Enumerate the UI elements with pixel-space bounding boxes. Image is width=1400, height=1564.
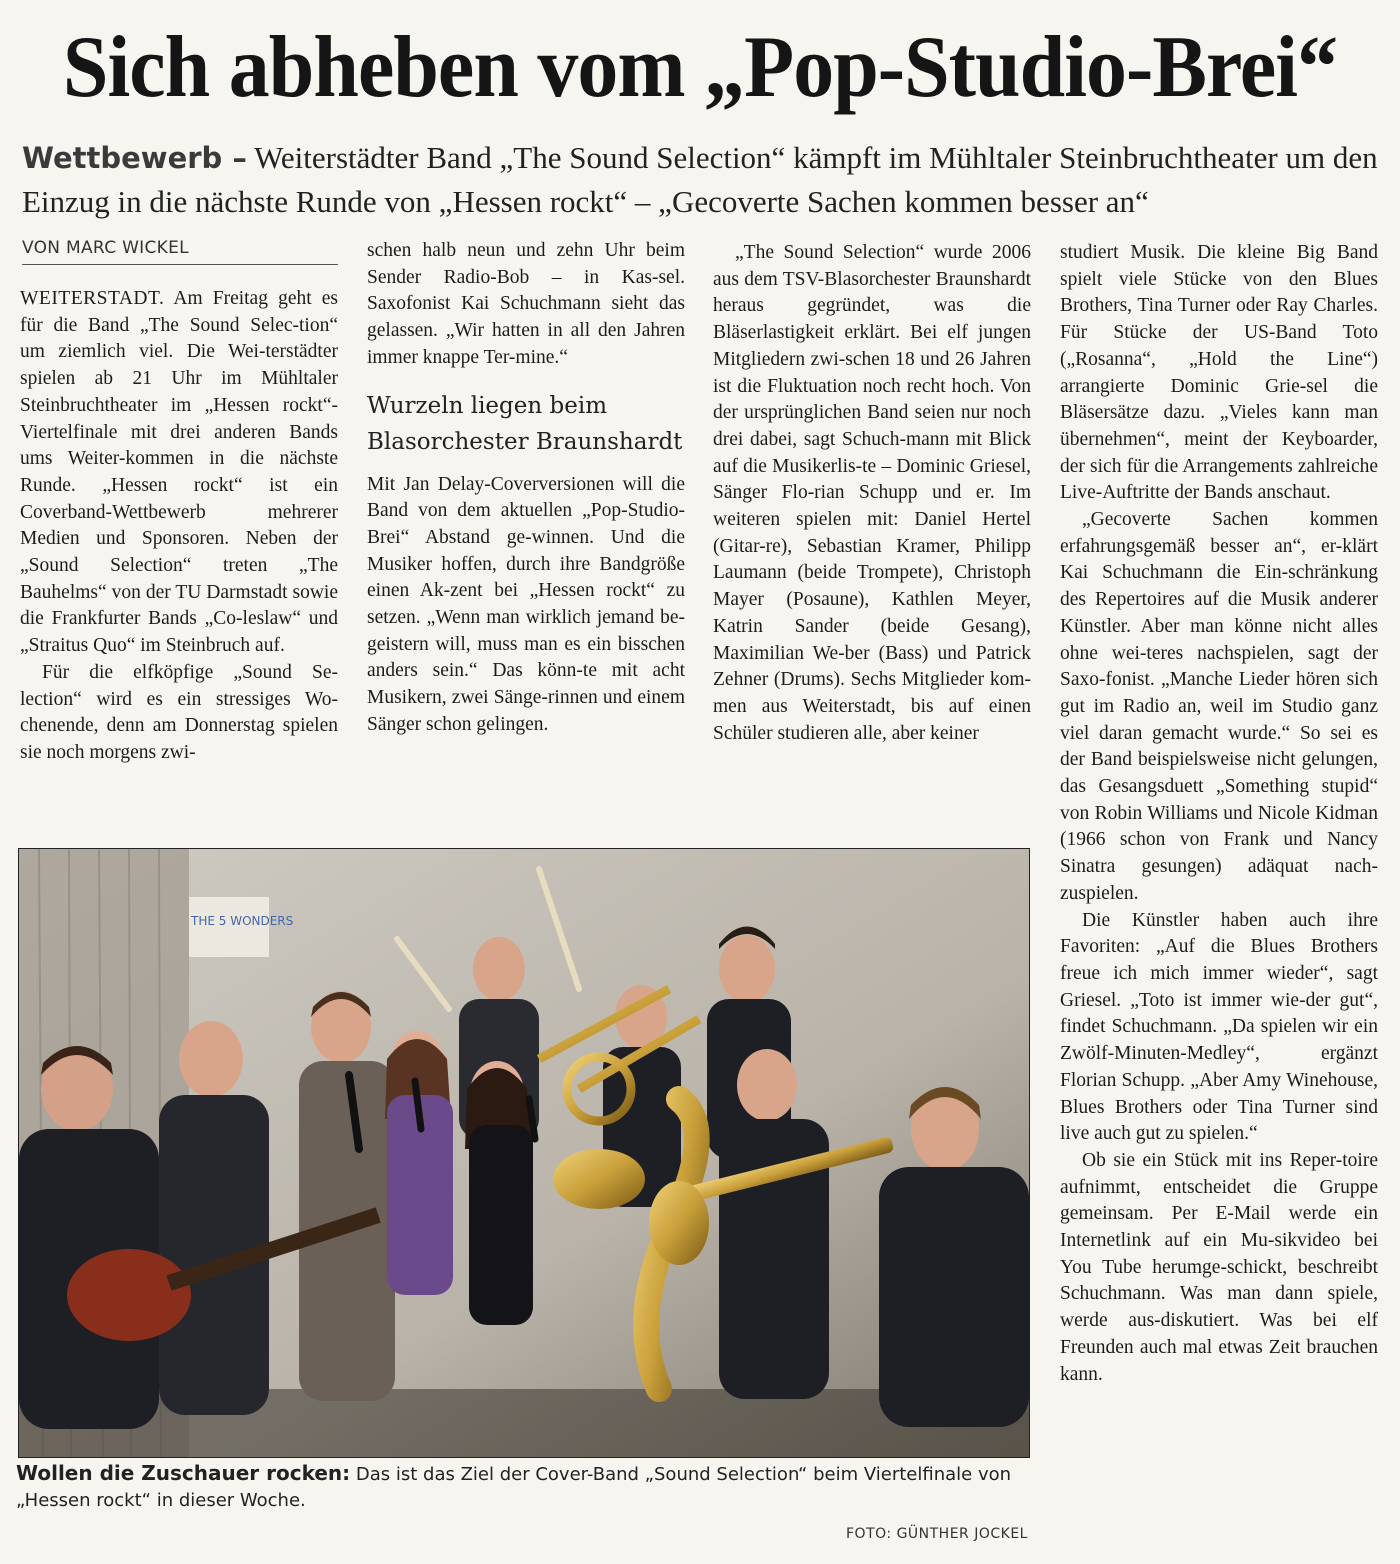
paragraph-text: Am Freitag geht es für die Band „The Sound Selec-tion“ um ziemlich viel. Die Wei-terstädter spielen ab 21 Uhr im Mühltaler Steinbruchtheater im „Hessen rockt“-Viertelfinale mit drei anderen Bands ums Weiter-kommen in die nächste Runde. „Hessen rockt“ ist ein Coverband-Wettbewerb mehrerer Medien und Sponsoren. Neben der „Sound Selection“ treten „The Bauhelms“ von der TU Darmstadt sowie die Frankfurter Bands „Co-leslaw“ und „Straitus Quo“ im Steinbruch auf. [20,288,338,657]
band-photo-illustration [19,849,1029,1457]
caption-text: Das ist das Ziel der Cover-Band „Sound Selection“ beim Viertelfinale von „Hessen rockt“ in dieser Woche. [16,1464,1012,1511]
article-column-3 [713,240,1031,747]
band-photo [18,848,1030,1458]
paragraph: Die Künstler haben auch ihre Favoriten: „Auf die Blues Brothers freue ich mich immer wieder“, sagt Griesel. „Toto ist immer wie-der gut“, findet Schuchmann. „Da spielen wir ein Zwölf-Minuten-Medley“, ergänzt Florian Schupp. „Aber Amy Winehouse, Blues Brothers oder Tina Turner sind live auch gut zu spielen.“ [1060,909,1378,1145]
photo-credit: FOTO: GÜNTHER JOCKEL [846,1526,1028,1542]
section-subtitle: Wurzeln liegen beim Blasorchester Braunshardt [367,392,683,455]
paragraph: Mit Jan Delay-Coverversionen will die Band von dem aktuellen „Pop-Studio-Brei“ Abstand ge-winnen. Und die Musiker hoffen, durch ihre Bandgröße einen Ak-zent bei „Hessen rockt“ zu setzen. „Wenn man wirklich jemand be-geistern will, muss man es ein bisschen anders sein.“ Das könn-te mit acht Musikern, zwei Sänge-rinnen und einem Sänger schon gelingen. [367,473,685,735]
paragraph: „Gecoverte Sachen kommen erfahrungsgemäß besser an“, er-klärt Kai Schuchmann die Ein-schränkung des Repertoires auf die Musik anderer Künstler. Aber man könne nicht alles ohne wei-teres nachspielen, sagt der Saxo-fonist. „Manche Lieder hören sich gut im Radio an, weil im Studio ganz viel daran gemacht wurde.“ So sei es der Band beispielsweise nicht gelungen, das Gesangsduett „Something stupid“ von Robin Williams und Nicole Kidman (1966 schon von Frank und Nancy Sinatra gesungen) adäquat nach-zuspielen. [1060,509,1378,904]
paragraph: „The Sound Selection“ wurde 2006 aus dem TSV-Blasorchester Braunshardt heraus gegründet, was die Bläserlastigkeit erklärt. Bei elf jungen Mitgliedern zwi-schen 18 und 26 Jahren ist die Fluktuation noch recht hoch. Von der ursprünglichen Band seien nur noch drei dabei, sagt Schuch-mann mit Blick auf die Musikerlis-te – Dominic Griesel, Sänger Flo-rian Schupp und er. Im weiteren spielen mit: Daniel Hertel (Gitar-re), Sebastian Kramer, Philipp Laumann (beide Trompete), Christoph Mayer (Posaune), Kathlen Meyer, Katrin Sander (beide Gesang), Maximilian We-ber (Bass) und Patrick Zehner (Drums). Sechs Mitglieder kom-men aus Weiterstadt, bis auf einen Schüler studieren alle, aber keiner [713,242,1031,744]
paragraph [20,286,338,660]
headline: Sich abheben vom „Pop-Studio-Brei“ [62,19,1338,116]
paragraph: schen halb neun und zehn Uhr beim Sender Radio-Bob – in Kas-sel. Saxofonist Kai Schuchmann sieht das gelassen. „Wir hatten in all den Jahren immer knappe Ter-mine.“ [367,240,685,368]
wall-sign-text: THE 5 WONDERS [191,914,294,928]
paragraph: Für die elfköpfige „Sound Se-lection“ wird es ein stressiges Wo-chenende, denn am Donnerstag spielen sie noch morgens zwi- [20,661,338,763]
dateline: WEITERSTADT. [20,288,165,309]
byline: VON MARC WICKEL [22,238,338,265]
article-column-2 [367,238,685,739]
article-column-1 [20,286,338,767]
subheadline [22,136,1382,224]
subhead-text: Weiterstädter Band „The Sound Selection“ kämpft im Mühltaler Steinbruchtheater um den Einzug in die nächste Runde von „Hessen rockt“ – „Gecoverte Sachen kommen besser an“ [22,140,1378,219]
subhead-kicker: Wettbewerb – [22,141,247,175]
paragraph: studiert Musik. Die kleine Big Band spielt viele Stücke von den Blues Brothers, Tina Turner oder Ray Charles. Für Stücke der US-Band Toto („Rosanna“, „Hold the Line“) arrangierte Dominic Grie-sel die Bläsersätze dazu. „Vieles kann man übernehmen“, meint der Keyboarder, der sich für die Arrangements zahlreiche Live-Auftritte der Bands anschaut. [1060,242,1378,504]
paragraph: Ob sie ein Stück mit ins Reper-toire aufnimmt, entscheidet die Gruppe gemeinsam. Per E-Mail werde ein Internetlink auf ein Mu-sikvideo bei You Tube herumge-schickt, beschreibt Schuchmann. Was man dann spiele, werde aus-diskutiert. Was bei elf Freunden auch mal etwas Zeit brauchen kann. [1060,1149,1378,1385]
photo-caption [16,1460,1030,1514]
caption-lead: Wollen die Zuschauer rocken: [16,1461,351,1485]
article-column-4 [1060,240,1378,1388]
